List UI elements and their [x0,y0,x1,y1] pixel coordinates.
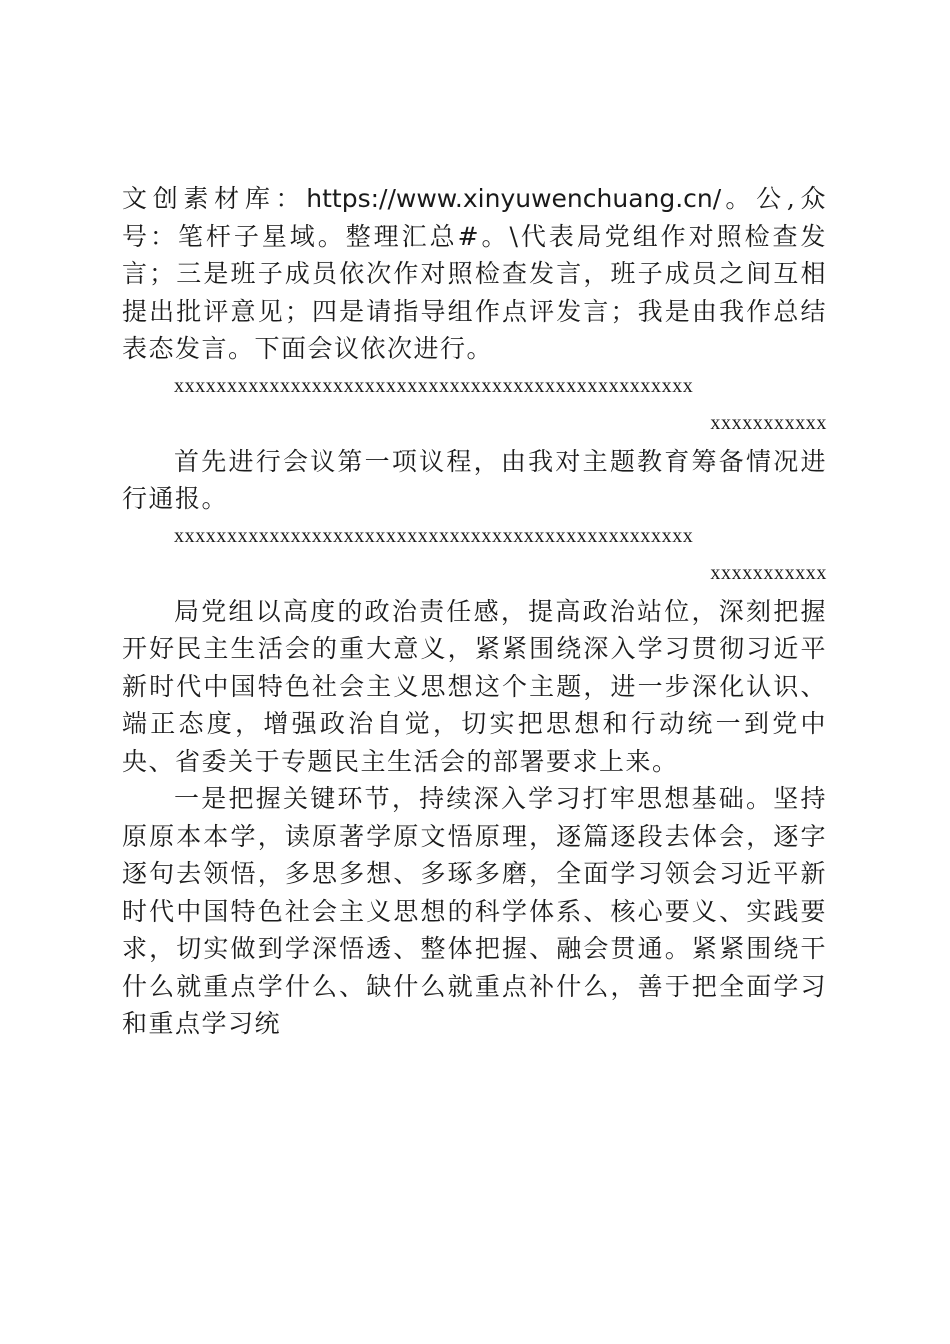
intro-prefix: 文创素材库： [122,184,307,213]
source-url: https://www.xinyuwenchuang.cn/ [306,184,722,213]
placeholder-line-short: xxxxxxxxxxx [710,562,827,584]
placeholder-line: xxxxxxxxxxxxxxxxxxxxxxxxxxxxxxxxxxxxxxxxxxxxxxxxx [174,374,694,397]
placeholder-line-short: xxxxxxxxxxx [710,412,827,434]
body-paragraph: 局党组以高度的政治责任感，提高政治站位，深刻把握开好民主生活会的重大意义，紧紧围绕深入学习贯彻习近平新时代中国特色社会主义思想这个主题，进一步深化认识、端正态度，增强政治自觉，切实把思想和行动统一到党中央、省委关于专题民主生活会的部署要求上来。 [122,596,827,776]
body-paragraph: 一是把握关键环节，持续深入学习打牢思想基础。坚持原原本本学，读原著学原文悟原理，逐篇逐段去体会，逐字逐句去领悟，多思多想、多琢多磨，全面学习领会习近平新时代中国特色社会主义思想的科学体系、核心要义、实践要求，切实做到学深悟透、整体把握、融会贯通。紧紧围绕干什么就重点学什么、缺什么就重点补什么，善于把全面学习和重点学习统 [122,784,827,1038]
placeholder-line: xxxxxxxxxxxxxxxxxxxxxxxxxxxxxxxxxxxxxxxxxxxxxxxxx [174,524,694,547]
document-body [122,180,827,1043]
intro-paragraph [122,180,827,368]
agenda-paragraph: 首先进行会议第一项议程，由我对主题教育筹备情况进行通报。 [122,446,827,513]
intro-suffix: 。公,众号：笔杆子星域。整理汇总#。\代表局党组作对照检查发言；三是班子成员依次作对照检查发言，班子成员之间互相提出批评意见；四是请指导组作点评发言；我是由我作总结表态发言。下面会议依次进行。 [122,184,827,363]
